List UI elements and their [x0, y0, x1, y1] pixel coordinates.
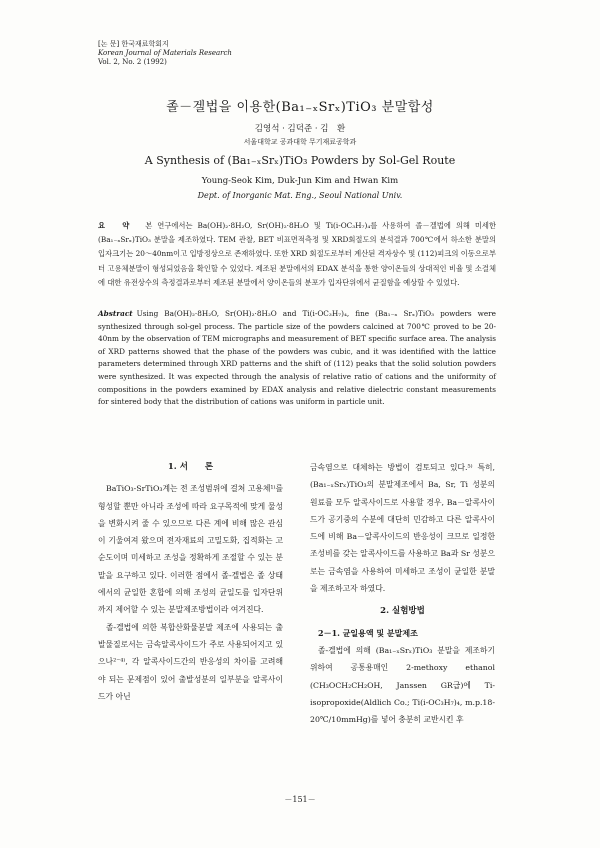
abstract-english-text: Using Ba(OH)₂·8H₂O, Sr(OH)₂·8H₂O and Ti(i-OC₃H₇)₄, fine (Ba₁₋ₓ Srₓ)TiO₃ powders were synthesized through sol-gel process. The particle size of the powders calcined at 700℃ proved to be 20-40nm by the observation of TEM micrographs and measurement of BET specific surface area. The analysis of XRD patterns showed that the phase of the powders was cubic, and it was identified with the lattice parameters determined through XRD patterns and the shift of (112) peaks that the solid solution powders were synthesized. It was expected through the analysis of relative ratio of cations and the uniformity of compositions in the powders examined by EDAX analysis and relative dielectric constant measurements for sintered body that the distribution of cations was uniform in particle unit.: [98, 309, 496, 407]
right-column: [310, 459, 495, 728]
journal-header: [98, 40, 232, 67]
journal-header-line-ko: [논 문] 한국재료학회지: [98, 40, 169, 48]
section-heading-introduction: 1. 서 론: [167, 462, 214, 472]
affiliation-korean: 서울대학교 공과대학 무기재료공학과: [243, 138, 357, 146]
subsection-heading: 2－1. 균일용액 및 분말제조: [318, 627, 418, 638]
abstract-english-label: Abstract: [98, 309, 133, 318]
abstract-english: [98, 308, 496, 409]
title-english: A Synthesis of (Ba₁₋ₓSrₓ)TiO₃ Powders by Sol-Gel Route: [144, 154, 456, 167]
page-number: －151－: [284, 795, 316, 804]
journal-header-line-en: Korean Journal of Materials Research: [98, 49, 232, 57]
journal-volume: Vol. 2, No. 2 (1992): [98, 58, 167, 66]
affiliation-english: Dept. of Inorganic Mat. Eng., Seoul National Univ.: [197, 191, 403, 200]
paragraph: 금속염으로 대체하는 방법이 검토되고 있다.⁵⁾ 특히, (Ba₁₋ₓSrₓ)TiO₃의 분말제조에서 Ba, Sr, Ti 성분의 원료를 모두 알콕사이드로 사용할 경우, Ba－알콕사이드가 공기중의 수분에 대단히 민감하고 다른 알콕사이드에 비해 Ba－알콕사이드의 반응성이 크므로 일정한 조성비를 갖는 알콕사이드를 사용하고 Ba과 Sr 성분으로는 금속염을 사용하여 미세하고 조성이 균일한 분말을 제조하고자 하였다.: [310, 463, 495, 594]
left-column: [98, 459, 283, 705]
authors-korean: 김영석 · 김덕준 · 김 환: [254, 124, 346, 134]
title-korean: 졸－겔법을 이용한(Ba₁₋ₓSrₓ)TiO₃ 분말합성: [166, 100, 434, 115]
paragraph: 졸-겔법에 의한 복합산화물분말 제조에 사용되는 출발물질로서는 금속알콕사이드가 주로 사용되어지고 있으나²⁻⁴⁾, 각 알콕사이드간의 반응성의 차이를 고려해야 되는 문제점이 있어 출발성분의 일부분을 알콕사이드가 아닌: [98, 622, 283, 701]
abstract-korean: [98, 219, 496, 290]
paragraph: 졸-겔법에 의해 (Ba₁₋ₓSrₓ)TiO₃ 분말을 제조하기 위하여 공통용매인 2-methoxy ethanol (CH₃OCH₂CH₂OH, Janssen GR급)에 Ti-isopropoxide(Aldlich Co.; Ti(i-OC₃H₇)₄, m.p.18-20℃/10mmHg)를 넣어 충분히 교반시킨 후: [310, 645, 495, 725]
paragraph: BaTiO₃-SrTiO₃계는 전 조성범위에 걸쳐 고용체¹⁾를 형성할 뿐만 아니라 조성에 따라 요구목적에 맞게 물성을 변화시켜 줄 수 있으므로 다른 계에 비해 많은 관심이 기울여져 왔으며 전자재료의 고밀도화, 집적화는 고순도이며 미세하고 조성을 정확하게 조절할 수 있는 분말을 요구하고 있다. 이러한 점에서 졸-겔법은 졸 상태에서의 균일한 혼합에 의해 조성의 균일도를 입자단위까지 제어할 수 있는 분말제조방법이라 여겨진다.: [98, 484, 283, 615]
authors-english: Young-Seok Kim, Duk-Jun Kim and Hwan Kim: [201, 176, 399, 186]
abstract-korean-label: 요 약: [98, 221, 136, 230]
abstract-korean-text: 본 연구에서는 Ba(OH)₂·8H₂O, Sr(OH)₂·8H₂O 및 Ti(i-OC₃H₇)₄를 사용하여 졸－겔법에 의해 미세한 (Ba₁₋ₓSrₓ)TiO₃ 분말을 제조하였다. TEM 관찰, BET 비표면적측정 및 XRD회절도의 분석결과 700℃에서 하소한 분말의 입자크기는 20～40nm이고 입방정상으로 존재하였다. 또한 XRD 회절도로부터 계산된 격자상수 및 (112)피크의 이동으로부터 고용체분말이 형성되었음을 확인할 수 있었다. 제조된 분말에서의 EDAX 분석을 통한 양이온들의 상대적인 비율 및 소결체에 대한 유전상수의 측정결과로부터 제조된 분말에서 양이온들의 분포가 입자단위에서 균질함을 예상할 수 있었다.: [98, 221, 497, 287]
section-heading-methods: 2. 실험방법: [380, 606, 425, 617]
